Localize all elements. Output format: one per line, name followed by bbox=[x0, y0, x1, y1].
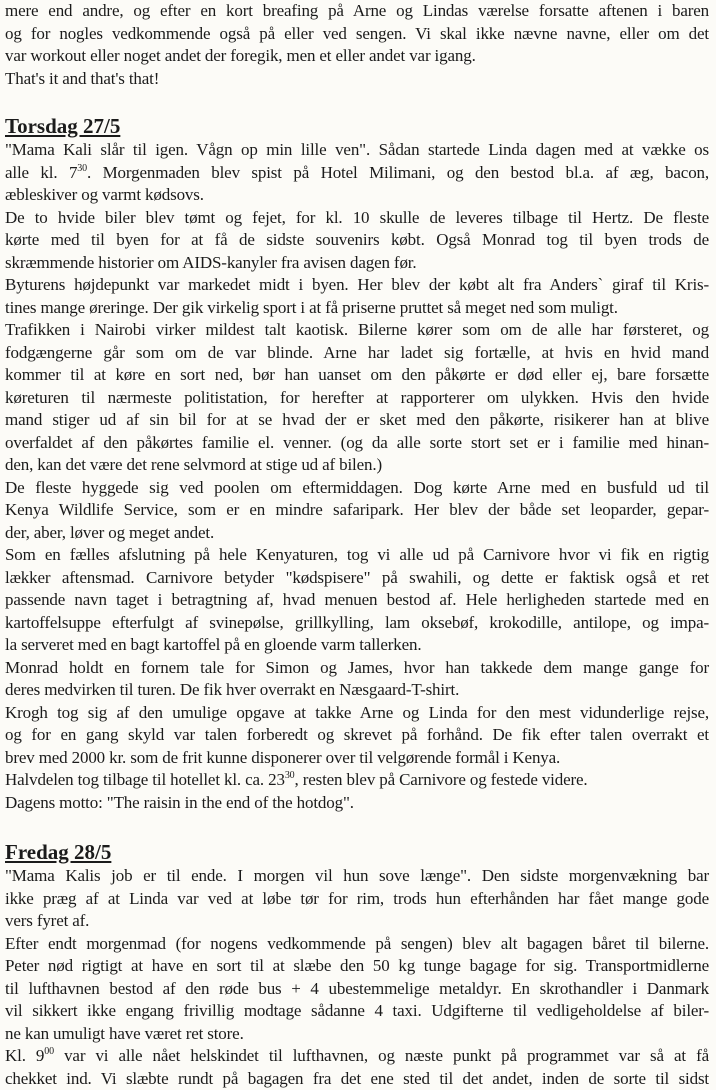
text-line bbox=[5, 769, 709, 792]
section bbox=[5, 90, 709, 814]
text-line bbox=[5, 933, 709, 956]
text-line bbox=[5, 23, 709, 46]
text-segment: mand stiger ud af sin bil for at se hvad der er sket med den påkørte, risikerer han at blive bbox=[5, 410, 709, 429]
text-line bbox=[5, 477, 709, 500]
text-line bbox=[5, 319, 709, 342]
text-segment: Byturens højdepunkt var markedet midt i byen. Her blev der købt alt fra Anders` giraf til Kris- bbox=[5, 275, 709, 294]
text-segment: vers fyret af. bbox=[5, 911, 89, 930]
text-segment: Dagens motto: "The raisin in the end of the hotdog". bbox=[5, 793, 354, 812]
text-line bbox=[5, 865, 709, 888]
text-line bbox=[5, 342, 709, 365]
time-superscript: 30 bbox=[285, 770, 295, 781]
text-line bbox=[5, 409, 709, 432]
text-segment: Monrad holdt en fornem tale for Simon og James, hvor han takkede dem mange gange for bbox=[5, 658, 709, 677]
text-line bbox=[5, 184, 709, 207]
text-segment: De to hvide biler blev tømt og fejet, for kl. 10 skulle de leveres tilbage til Hertz. De fleste bbox=[5, 208, 709, 227]
text-segment: skræmmende historier om AIDS-kanyler fra avisen dagen før. bbox=[5, 253, 416, 272]
text-segment: "Mama Kali slår til igen. Vågn op min lille ven". Sådan startede Linda dagen med at vække os bbox=[5, 140, 709, 159]
text-line bbox=[5, 1023, 709, 1046]
text-segment: That's it and that's that! bbox=[5, 69, 159, 88]
text-line bbox=[5, 634, 709, 657]
text-line bbox=[5, 1000, 709, 1023]
text-segment: lækker aftensmad. Carnivore betyder "kødspisere" på swahili, og dette er faktisk også et ret bbox=[5, 568, 709, 587]
text-line bbox=[5, 657, 709, 680]
text-line bbox=[5, 229, 709, 252]
text-segment: "Mama Kalis job er til ende. I morgen vil hun sove længe". Den sidste morgenvækning bar bbox=[5, 866, 709, 885]
text-segment: mere end andre, og efter en kort breafing på Arne og Lindas værelse forsatte aftenen i baren bbox=[5, 1, 709, 20]
text-segment: Kenya Wildlife Service, som er en mindre safaripark. Her blev der både set leoparder, gepar- bbox=[5, 500, 709, 519]
text-segment: kommer til at køre en sort ned, bør han uanset om den påkørte er død eller ej, bare forsætte bbox=[5, 365, 709, 384]
text-segment: ikke præg af at Linda var ved at løbe tør for rim, trods hun efterhånden har fået mange gode bbox=[5, 889, 709, 908]
text-segment: Trafikken i Nairobi virker mildest talt kaotisk. Bilerne kører som om de alle har førsteret, og bbox=[5, 320, 709, 339]
text-segment: la serveret med en bagt kartoffel på en gloende varm tallerken. bbox=[5, 635, 421, 654]
text-line bbox=[5, 978, 709, 1001]
text-segment: der, aber, løver og meget andet. bbox=[5, 523, 214, 542]
section bbox=[5, 814, 709, 1090]
text-line bbox=[5, 1045, 709, 1068]
text-line bbox=[5, 454, 709, 477]
time-superscript: 00 bbox=[44, 1046, 54, 1057]
text-segment: , resten blev på Carnivore og festede videre. bbox=[295, 770, 588, 789]
text-segment: Halvdelen tog tilbage til hotellet kl. ca. 23 bbox=[5, 770, 285, 789]
text-segment: kartoffelsuppe efterfulgt af svinepølse, grillkylling, lam oksebøf, krokodille, antilope, og impa- bbox=[5, 613, 709, 632]
text-line bbox=[5, 499, 709, 522]
text-segment: brev med 2000 kr. som de frit kunne disponerer over til velgørende formål i Kenya. bbox=[5, 748, 560, 767]
text-segment: Krogh tog sig af den umulige opgave at takke Arne og Linda for den mest vidunderlige rejse, bbox=[5, 703, 709, 722]
text-segment: køreturen til nærmeste politistation, for herefter at rapporterer om ulykken. Hvis den hvide bbox=[5, 388, 709, 407]
text-line bbox=[5, 364, 709, 387]
text-line bbox=[5, 207, 709, 230]
text-segment: Efter endt morgenmad (for nogens vedkommende på sengen) blev alt bagagen båret til bilerne. bbox=[5, 934, 709, 953]
text-segment: til lufthavnen bestod af den røde bus + 4 ubestemmelige metaldyr. En skrothandler i Danmark bbox=[5, 979, 709, 998]
text-line bbox=[5, 45, 709, 68]
text-line bbox=[5, 274, 709, 297]
section bbox=[5, 0, 709, 90]
text-line bbox=[5, 544, 709, 567]
text-line bbox=[5, 0, 709, 23]
text-segment: æbleskiver og varmt kødsovs. bbox=[5, 185, 204, 204]
text-line bbox=[5, 910, 709, 933]
text-line bbox=[5, 139, 709, 162]
text-segment: var workout eller noget andet der foregik, men et eller andet var igang. bbox=[5, 46, 476, 65]
text-segment: var vi alle nået helskindet til lufthavnen, og næste punkt på programmet var så at få bbox=[54, 1046, 709, 1065]
text-line bbox=[5, 888, 709, 911]
text-line bbox=[5, 162, 709, 185]
text-line bbox=[5, 679, 709, 702]
text-segment: kørte med til byen for at få de sidste souvenirs købt. Også Monrad tog til byen trods de bbox=[5, 230, 709, 249]
text-segment: Kl. 9 bbox=[5, 1046, 44, 1065]
text-line bbox=[5, 387, 709, 410]
text-segment: alle kl. 7 bbox=[5, 163, 77, 182]
text-segment: De fleste hyggede sig ved poolen om eftermiddagen. Dog kørte Arne med en busfuld ud til bbox=[5, 478, 709, 497]
document-page bbox=[5, 0, 709, 1090]
text-segment: ne kan umuligt have været ret store. bbox=[5, 1024, 244, 1043]
text-line bbox=[5, 747, 709, 770]
text-segment: passende navn taget i betragtning af, hvad menuen bestod af. Hele herligheden startede med en bbox=[5, 590, 709, 609]
text-line bbox=[5, 252, 709, 275]
text-segment: . Morgenmaden blev spist på Hotel Milimani, og den bestod bl.a. af æg, bacon, bbox=[87, 163, 709, 182]
text-line bbox=[5, 955, 709, 978]
text-line bbox=[5, 68, 709, 91]
text-line bbox=[5, 702, 709, 725]
text-segment: den, kan det være det rene selvmord at stige ud af bilen.) bbox=[5, 455, 382, 474]
text-segment: chekket ind. Vi slæbte rundt på bagagen fra det ene sted til det andet, inden de sorte til sidst bbox=[5, 1069, 709, 1088]
text-segment: og for nogles vedkommende også på eller ved sengen. Vi skal ikke nævne navne, eller om det bbox=[5, 24, 709, 43]
text-segment: fodgængerne går som om de var blinde. Arne har ladet sig fortælle, at hvis en hvid mand bbox=[5, 343, 709, 362]
text-segment: Som en fælles afslutning på hele Kenyaturen, tog vi alle ud på Carnivore hvor vi fik en rigtig bbox=[5, 545, 709, 564]
text-line bbox=[5, 589, 709, 612]
text-line bbox=[5, 792, 709, 815]
day-heading: Fredag 28/5 bbox=[5, 840, 709, 865]
text-segment: overfaldet af den påkørtes familie el. venner. (og da alle sorte stort set er i familie med hinan- bbox=[5, 433, 709, 452]
text-line bbox=[5, 432, 709, 455]
text-line bbox=[5, 724, 709, 747]
text-segment: og for en gang skyld var talen forberedt og skrevet på forhånd. De fik efter talen overrakt et bbox=[5, 725, 709, 744]
time-superscript: 30 bbox=[77, 163, 87, 174]
text-line bbox=[5, 612, 709, 635]
text-line bbox=[5, 522, 709, 545]
text-segment: deres medvirken til turen. De fik hver overrakt en Næsgaard-T-shirt. bbox=[5, 680, 459, 699]
day-heading: Torsdag 27/5 bbox=[5, 114, 709, 139]
text-segment: tines mange øreringe. Der gik virkelig sport i at få priserne pruttet så meget ned som muligt. bbox=[5, 298, 618, 317]
text-line bbox=[5, 567, 709, 590]
text-segment: Peter nød rigtigt at have en sort til at slæbe den 50 kg tunge bagage for sig. Transportmidlerne bbox=[5, 956, 709, 975]
text-segment: vil sikkert ikke engang frivillig modtage sådanne 4 taxi. Udgifterne til vedligeholdelse af biler- bbox=[5, 1001, 709, 1020]
text-line bbox=[5, 297, 709, 320]
